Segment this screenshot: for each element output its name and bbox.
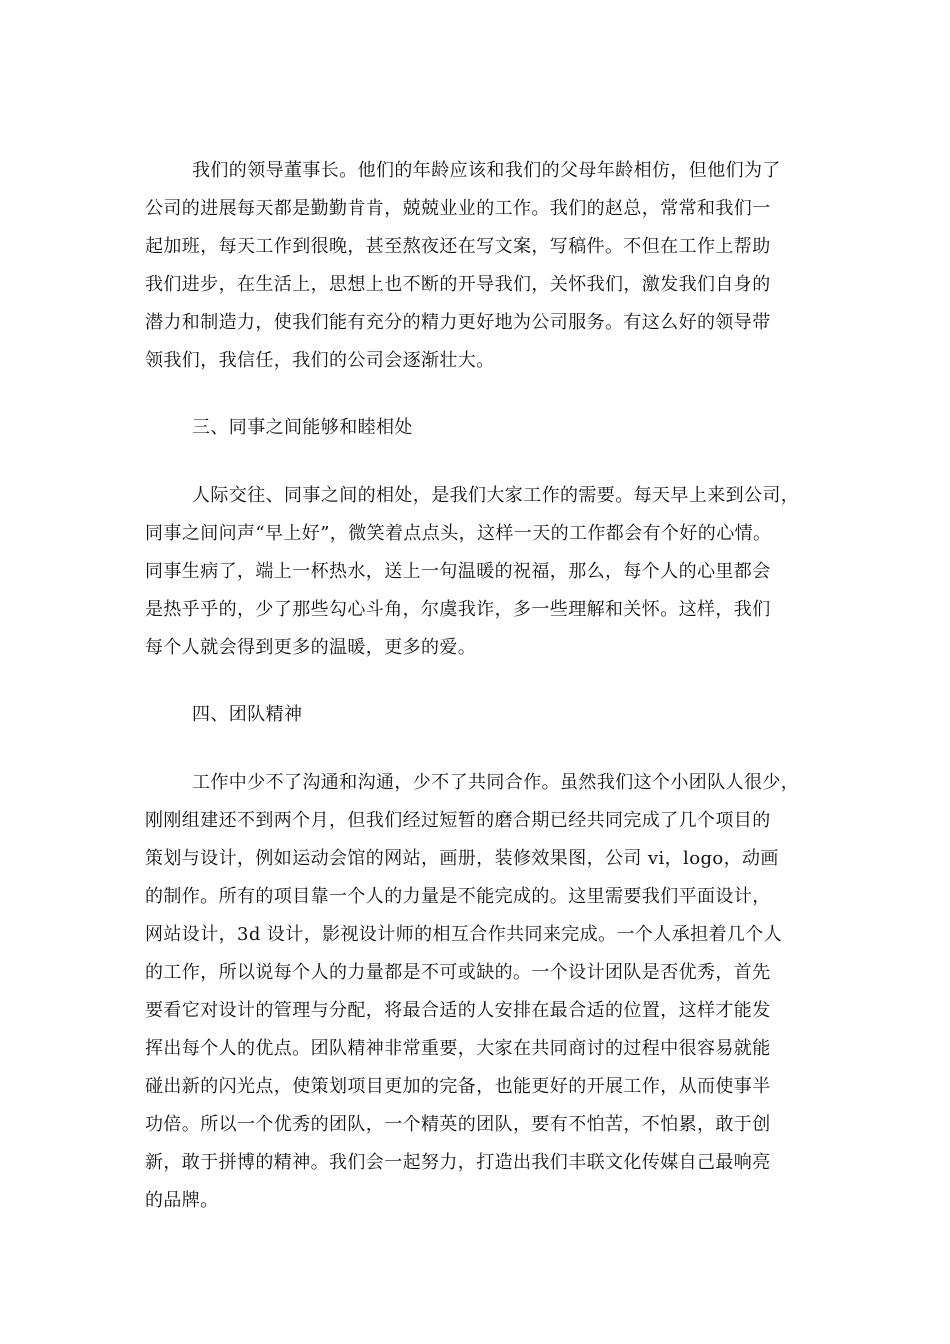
text-line: 我们的领导董事长。他们的年龄应该和我们的父母年龄相仿，但他们为了 <box>192 160 781 181</box>
text-line: 每个人就会得到更多的温暖，更多的爱。 <box>145 637 477 658</box>
text-line: 的工作，所以说每个人的力量都是不可或缺的。一个设计团队是否优秀，首先 <box>145 962 771 983</box>
text-line: 工作中少不了沟通和沟通，少不了共同合作。虽然我们这个小团队人很少， <box>192 772 800 793</box>
text-line: 新，敢于拼博的精神。我们会一起努力，打造出我们丰联文化传媒自己最响亮 <box>145 1152 771 1173</box>
section-heading: 三、同事之间能够和睦相处 <box>192 417 413 438</box>
text-line: 公司的进展每天都是勤勤肯肯，兢兢业业的工作。我们的赵总，常常和我们一 <box>145 198 771 219</box>
text-line: 领我们，我信任，我们的公司会逐渐壮大。 <box>145 350 495 371</box>
text-line: 起加班，每天工作到很晚，甚至熬夜还在写文案，写稿件。不但在工作上帮助 <box>145 236 771 257</box>
text-line: 是热乎乎的，少了那些勾心斗角，尔虞我诈，多一些理解和关怀。这样，我们 <box>145 599 771 620</box>
text-line: 网站设计，3d 设计，影视设计师的相互合作共同来完成。一个人承担着几个人 <box>145 924 783 945</box>
text-line: 策划与设计，例如运动会馆的网站，画册，装修效果图，公司 vi，logo，动画 <box>145 848 779 869</box>
text-line: 功倍。所以一个优秀的团队，一个精英的团队，要有不怕苦，不怕累，敢于创 <box>145 1114 771 1135</box>
text-line: 的品牌。 <box>145 1190 219 1211</box>
text-line: 要看它对设计的管理与分配，将最合适的人安排在最合适的位置，这样才能发 <box>145 1000 771 1021</box>
text-line: 的制作。所有的项目靠一个人的力量是不能完成的。这里需要我们平面设计， <box>145 886 771 907</box>
text-line: 同事之间问声“早上好”，微笑着点点头，这样一天的工作都会有个好的心情。 <box>145 523 772 544</box>
text-line: 人际交往、同事之间的相处，是我们大家工作的需要。每天早上来到公司， <box>192 485 800 506</box>
text-line: 同事生病了，端上一杯热水，送上一句温暖的祝福，那么，每个人的心里都会 <box>145 561 771 582</box>
text-line: 碰出新的闪光点，使策划项目更加的完备，也能更好的开展工作，从而使事半 <box>145 1076 771 1097</box>
text-line: 刚刚组建还不到两个月，但我们经过短暂的磨合期已经共同完成了几个项目的 <box>145 810 771 831</box>
section-heading: 四、团队精神 <box>192 704 303 725</box>
text-line: 挥出每个人的优点。团队精神非常重要，大家在共同商讨的过程中很容易就能 <box>145 1038 771 1059</box>
text-line: 我们进步，在生活上，思想上也不断的开导我们，关怀我们，激发我们自身的 <box>145 274 771 295</box>
text-line: 潜力和制造力，使我们能有充分的精力更好地为公司服务。有这么好的领导带 <box>145 312 771 333</box>
